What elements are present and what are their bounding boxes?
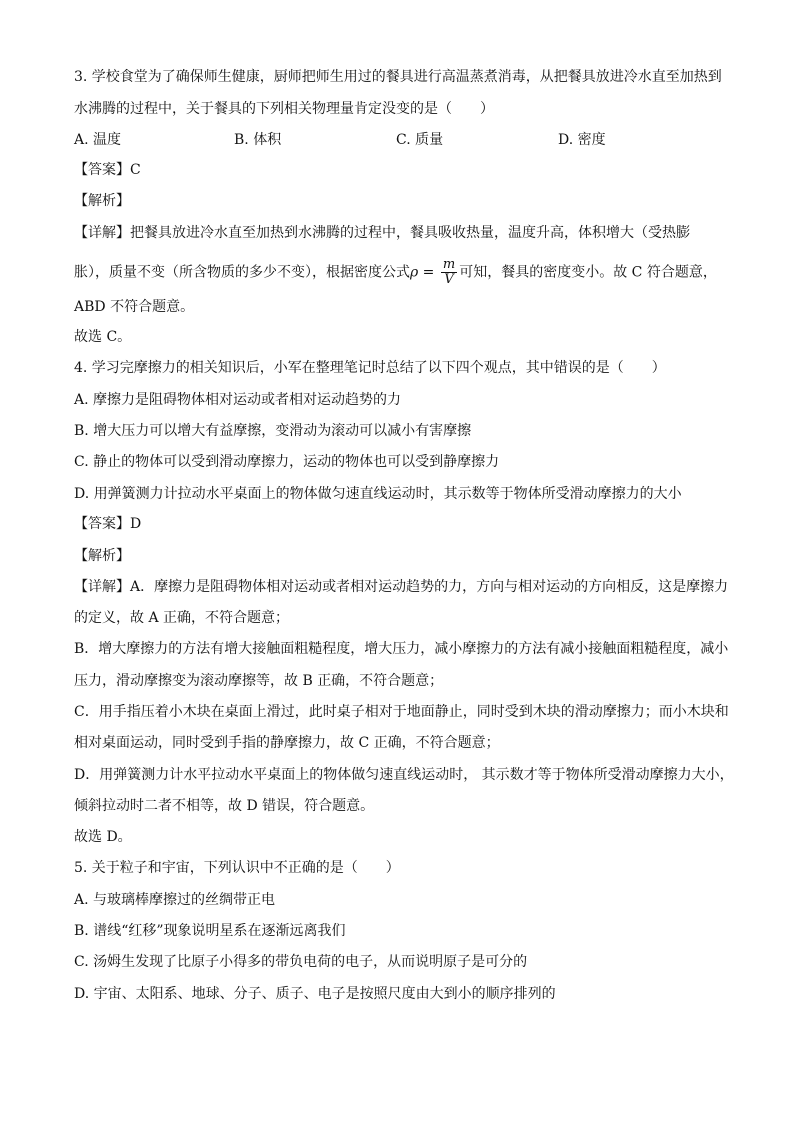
- q3-option-d: D. 密度: [558, 132, 606, 148]
- q4-option-a: A. 摩擦力是阻碍物体相对运动或者相对运动趋势的力: [74, 392, 402, 408]
- q4-option-b: B. 增大压力可以增大有益摩擦，变滑动为滚动可以减小有害摩擦: [74, 423, 472, 439]
- q4-detail-line: 相对桌面运动，同时受到手指的静摩擦力，故 C 正确，不符合题意；: [74, 735, 500, 751]
- q3-detail-line2-before: 胀），质量不变（所含物质的多少不变），根据密度公式: [74, 264, 410, 281]
- formula-denominator: V: [444, 272, 454, 287]
- q3-option-c: C. 质量: [396, 132, 444, 148]
- q5-stem: 5. 关于粒子和宇宙，下列认识中不正确的是（ ）: [74, 860, 400, 876]
- q4-option-d: D. 用弹簧测力计拉动水平桌面上的物体做匀速直线运动时，其示数等于物体所受滑动摩擦力的大小: [74, 486, 682, 502]
- q3-detail-line1: 【详解】把餐具放进冷水直至加热到水沸腾的过程中，餐具吸收热量，温度升高，体积增大（受热膨: [74, 225, 690, 241]
- q3-answer: 【答案】C: [74, 162, 141, 178]
- density-symbol: ρ: [410, 264, 419, 281]
- q5-option-a: A. 与玻璃棒摩擦过的丝绸带正电: [74, 892, 276, 908]
- q3-detail-line2-after: 可知，餐具的密度变小。故 C 符合题意，: [459, 264, 717, 281]
- q4-analysis-label: 【解析】: [74, 548, 130, 564]
- q4-detail-line: C．用手指压着小木块在桌面上滑过，此时桌子相对于地面静止，同时受到木块的滑动摩擦力；而小木块和: [74, 704, 729, 720]
- q4-answer: 【答案】D: [74, 516, 142, 532]
- q4-detail-line: 压力，滑动摩擦变为滚动摩擦等，故 B 正确，不符合题意；: [74, 673, 444, 689]
- formula-equals: =: [418, 264, 439, 281]
- q5-option-d: D. 宇宙、太阳系、地球、分子、质子、电子是按照尺度由大到小的顺序排列的: [74, 986, 556, 1002]
- q3-option-b: B. 体积: [234, 132, 282, 148]
- q4-conclusion: 故选 D。: [74, 829, 132, 845]
- q3-stem-line1: 3. 学校食堂为了确保师生健康，厨师把师生用过的餐具进行高温蒸煮消毒，从把餐具放进冷水直至加热到: [74, 69, 722, 85]
- q5-option-b: B. 谱线“红移”现象说明星系在逐渐远离我们: [74, 923, 346, 939]
- q3-analysis-label: 【解析】: [74, 193, 130, 209]
- q4-detail-line: B．增大摩擦力的方法有增大接触面粗糙程度，增大压力，减小摩擦力的方法有减小接触面粗糙程度，减小: [74, 641, 729, 657]
- q3-stem-line2: 水沸腾的过程中，关于餐具的下列相关物理量肯定没变的是（ ）: [74, 101, 494, 117]
- q5-option-c: C. 汤姆生发现了比原子小得多的带负电荷的电子，从而说明原子是可分的: [74, 954, 528, 970]
- q4-detail-line: 【详解】A．摩擦力是阻碍物体相对运动或者相对运动趋势的力，方向与相对运动的方向相反，这是摩擦力: [74, 579, 729, 595]
- q4-detail-line: 的定义，故 A 正确，不符合题意；: [74, 610, 290, 626]
- q4-stem: 4. 学习完摩擦力的相关知识后，小军在整理笔记时总结了以下四个观点，其中错误的是（ ）: [74, 360, 666, 376]
- density-formula-fraction: [441, 258, 457, 287]
- q3-option-a: A. 温度: [74, 132, 122, 148]
- q3-detail-line3: ABD 不符合题意。: [74, 299, 195, 315]
- q3-detail-line2: [74, 258, 717, 287]
- q3-conclusion: 故选 C。: [74, 329, 132, 345]
- q4-detail-line: D．用弹簧测力计水平拉动水平桌面上的物体做匀速直线运动时， 其示数才等于物体所受滑动摩擦力大小，: [74, 767, 734, 783]
- q4-option-c: C. 静止的物体可以受到滑动摩擦力，运动的物体也可以受到静摩擦力: [74, 454, 500, 470]
- formula-numerator: m: [442, 257, 456, 272]
- q4-detail-line: 倾斜拉动时二者不相等，故 D 错误，符合题意。: [74, 798, 375, 814]
